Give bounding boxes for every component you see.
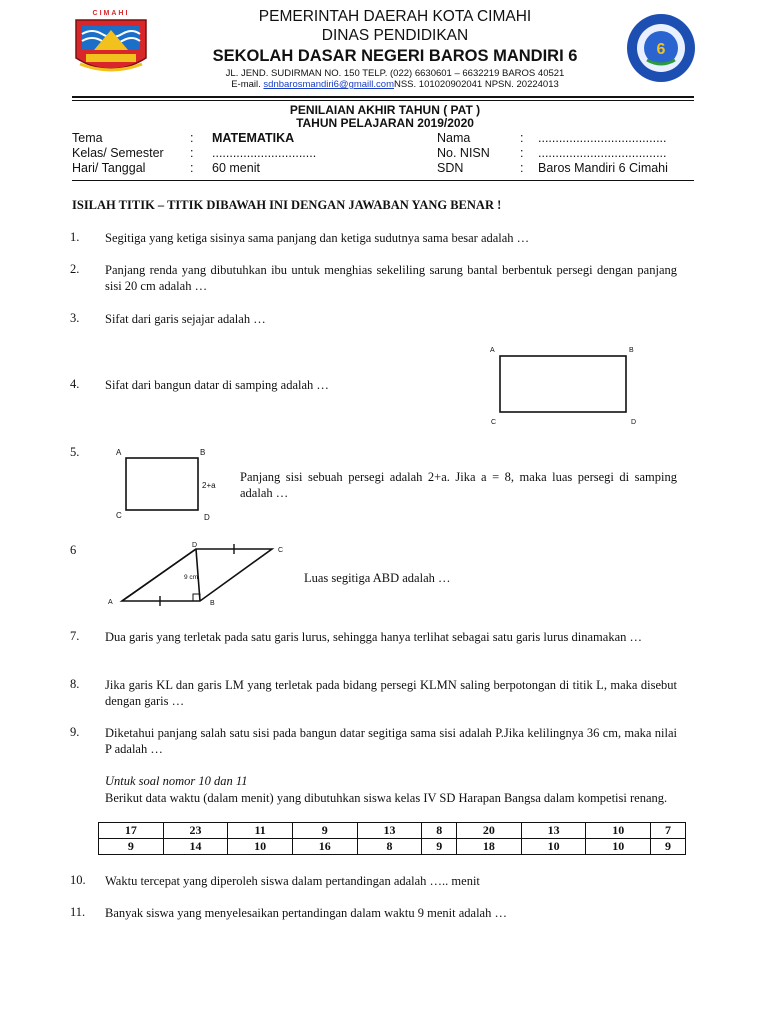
figure-4-rectangle xyxy=(486,342,646,426)
info-tema-label: Tema xyxy=(72,131,103,145)
figure-4-label-b: B xyxy=(629,347,634,354)
table-cell: 23 xyxy=(163,823,228,839)
right-logo xyxy=(625,12,697,84)
info-nisn-label: No. NISN xyxy=(437,146,490,160)
figure-4-label-c: C xyxy=(491,419,497,426)
info-divider xyxy=(72,180,694,181)
question-number: 7. xyxy=(70,629,80,643)
table-cell: 18 xyxy=(457,839,522,855)
info-kelas-label: Kelas/ Semester xyxy=(72,146,164,160)
question-text: Luas segitiga ABD adalah … xyxy=(304,571,451,585)
question-number: 6 xyxy=(70,543,77,557)
table-cell: 13 xyxy=(521,823,586,839)
left-logo xyxy=(72,10,150,78)
table-cell: 8 xyxy=(422,823,457,839)
question-text: Panjang renda yang dibutuhkan ibu untuk menghias sekeliling sarung bantal berbentuk persegi dengan panjang sisi 20 cm adalah … xyxy=(105,263,677,293)
data-intro: Berikut data waktu (dalam menit) yang dibutuhkan siswa kelas IV SD Harapan Bangsa dalam kompetisi renang. xyxy=(105,791,668,805)
table-cell: 7 xyxy=(651,823,686,839)
question-number: 8. xyxy=(70,677,80,691)
question-text: Dua garis yang terletak pada satu garis lurus, sehingga hanya terlihat sebagai satu garis lurus dinamakan … xyxy=(105,630,642,644)
table-cell: 9 xyxy=(292,823,357,839)
question-number: 5. xyxy=(70,445,80,459)
question-text: Sifat dari garis sejajar adalah … xyxy=(105,312,266,326)
table-row xyxy=(99,839,686,855)
info-hari-label: Hari/ Tanggal xyxy=(72,161,146,175)
table-cell: 9 xyxy=(99,839,164,855)
info-colon: : xyxy=(190,146,194,160)
info-hari-value: 60 menit xyxy=(212,161,260,175)
question-text: Panjang sisi sebuah persegi adalah 2+a. Jika a = 8, maka luas persegi di samping adalah … xyxy=(240,470,677,500)
question-number: 1. xyxy=(70,230,80,244)
table-cell: 11 xyxy=(228,823,293,839)
info-sdn-value: Baros Mandiri 6 Cimahi xyxy=(538,161,668,175)
svg-text:6: 6 xyxy=(656,41,666,58)
figure-4-label-d: D xyxy=(631,419,637,426)
info-colon: : xyxy=(520,146,524,160)
email-link[interactable]: sdnbarosmandiri6@gmaill.com xyxy=(263,79,394,90)
info-colon: : xyxy=(520,161,524,175)
header-divider-thin xyxy=(72,100,694,101)
info-sdn-label: SDN xyxy=(437,161,464,175)
question-text: Segitiga yang ketiga sisinya sama panjang dan ketiga sudutnya sama besar adalah … xyxy=(105,231,530,245)
question-number: 4. xyxy=(70,377,80,391)
info-colon: : xyxy=(520,131,524,145)
figure-5-label-b: B xyxy=(200,448,206,457)
table-row xyxy=(99,823,686,839)
table-cell: 16 xyxy=(292,839,357,855)
left-logo-text: CIMAHI xyxy=(92,10,130,17)
header-divider-thick xyxy=(72,96,694,98)
office-name: DINAS PENDIDIKAN xyxy=(321,27,469,44)
school-contact xyxy=(160,79,630,90)
info-colon: : xyxy=(190,161,194,175)
table-cell: 20 xyxy=(457,823,522,839)
email-prefix: E-mail. xyxy=(231,79,264,90)
question-text: Banyak siswa yang menyelesaikan pertandingan dalam waktu 9 menit adalah … xyxy=(105,906,507,920)
figure-5-side-label: 2+a xyxy=(202,481,216,490)
exam-title: PENILAIAN AKHIR TAHUN ( PAT ) xyxy=(289,103,481,117)
info-colon: : xyxy=(190,131,194,145)
figure-5-label-c: C xyxy=(116,511,122,520)
info-nama-label: Nama xyxy=(437,131,471,145)
table-cell: 9 xyxy=(422,839,457,855)
question-number: 9. xyxy=(70,725,80,739)
question-number: 3. xyxy=(70,311,80,325)
figure-6-label-b: B xyxy=(210,600,215,607)
question-number: 10. xyxy=(70,873,86,887)
data-note: Untuk soal nomor 10 dan 11 xyxy=(105,774,248,788)
figure-5-label-d: D xyxy=(204,513,210,522)
table-cell: 17 xyxy=(99,823,164,839)
table-cell: 8 xyxy=(357,839,422,855)
question-text: Waktu tercepat yang diperoleh siswa dalam pertandingan adalah ….. menit xyxy=(105,874,480,888)
table-cell: 10 xyxy=(586,823,651,839)
figure-6-label-c: C xyxy=(278,547,284,554)
info-nama-value[interactable]: ..................................... xyxy=(538,131,667,145)
info-nisn-value[interactable]: ..................................... xyxy=(538,146,667,160)
question-text: Diketahui panjang salah satu sisi pada bangun datar segitiga sama sisi adalah P.Jika kelilingnya 36 cm, maka nilai P adalah … xyxy=(105,726,677,756)
nss-npsn: NSS. 101020902041 NPSN. 20224013 xyxy=(393,79,559,90)
instruction: ISILAH TITIK – TITIK DIBAWAH INI DENGAN JAWABAN YANG BENAR ! xyxy=(72,198,502,212)
govt-name: PEMERINTAH DAERAH KOTA CIMAHI xyxy=(258,8,532,25)
data-table xyxy=(98,822,686,855)
school-name: SEKOLAH DASAR NEGERI BAROS MANDIRI 6 xyxy=(212,47,578,65)
figure-5-square xyxy=(112,446,224,522)
question-text: Jika garis KL dan garis LM yang terletak pada bidang persegi KLMN saling berpotongan di titik L, maka disebut dengan garis … xyxy=(105,678,677,708)
figure-6-parallelogram xyxy=(104,541,294,609)
table-cell: 9 xyxy=(651,839,686,855)
question-text: Sifat dari bangun datar di samping adalah … xyxy=(105,378,329,392)
table-cell: 10 xyxy=(228,839,293,855)
table-cell: 10 xyxy=(521,839,586,855)
figure-4-label-a: A xyxy=(490,347,495,354)
figure-6-height-label: 9 cm xyxy=(184,574,199,581)
question-number: 2. xyxy=(70,262,80,276)
info-tema-value: MATEMATIKA xyxy=(212,131,295,145)
info-kelas-value[interactable]: .............................. xyxy=(212,146,317,160)
figure-6-label-d: D xyxy=(192,542,198,549)
table-cell: 14 xyxy=(163,839,228,855)
table-cell: 10 xyxy=(586,839,651,855)
exam-year: TAHUN PELAJARAN 2019/2020 xyxy=(296,116,474,130)
school-address: JL. JEND. SUDIRMAN NO. 150 TELP. (022) 6630601 – 6632219 BAROS 40521 xyxy=(225,68,565,79)
question-number: 11. xyxy=(70,905,86,919)
figure-5-label-a: A xyxy=(116,448,122,457)
figure-6-label-a: A xyxy=(108,599,113,606)
table-cell: 13 xyxy=(357,823,422,839)
